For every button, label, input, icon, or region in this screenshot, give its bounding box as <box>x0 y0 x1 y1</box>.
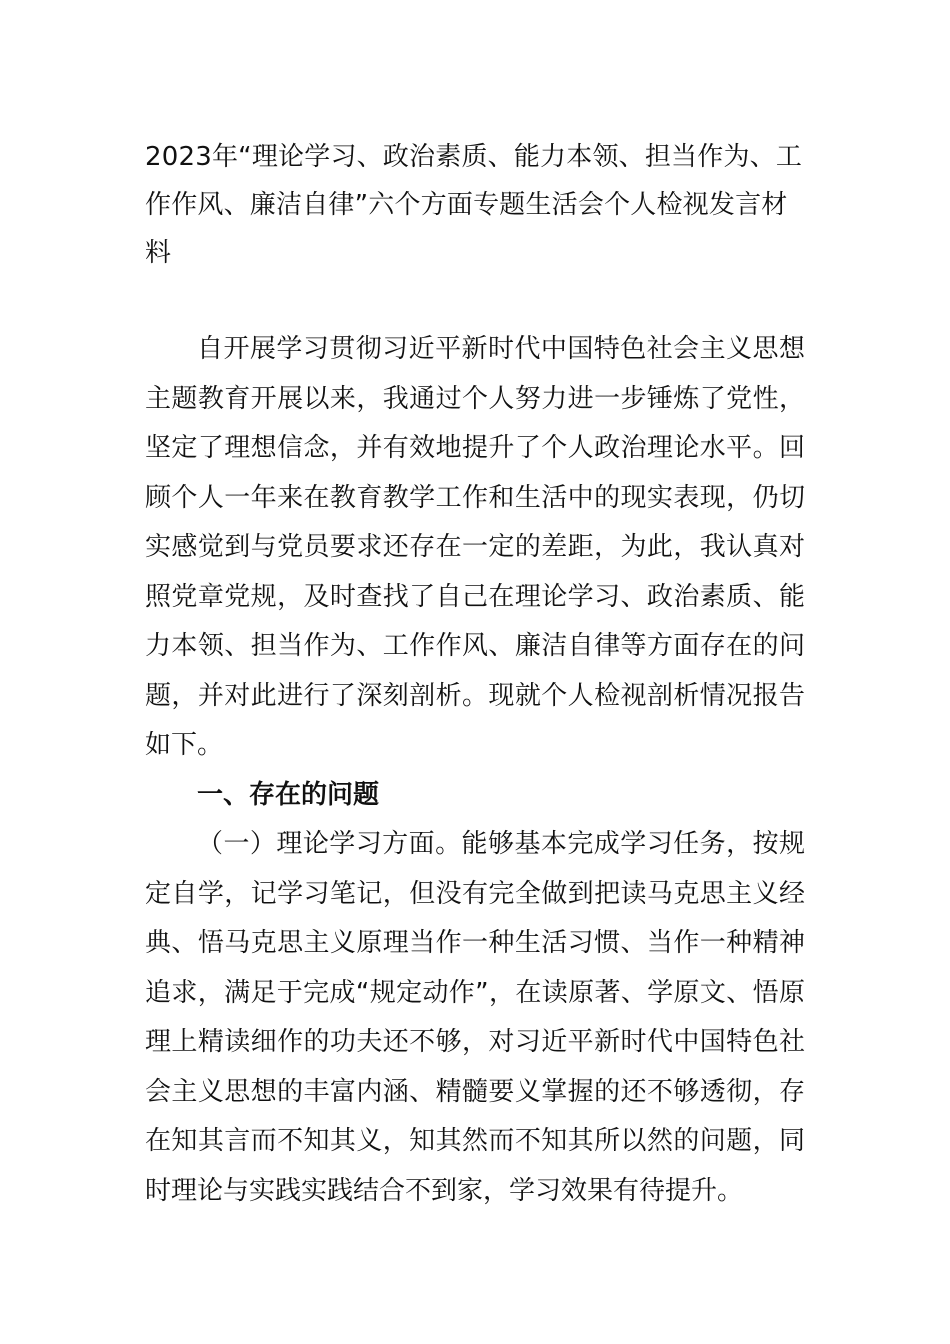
intro-paragraph: 自开展学习贯彻习近平新时代中国特色社会主义思想主题教育开展以来，我通过个人努力进一步锤炼了党性，坚定了理想信念，并有效地提升了个人政治理论水平。回顾个人一年来在教育教学工作和生活中的现实表现，仍切实感觉到与党员要求还存在一定的差距，为此，我认真对照党章党规，及时查找了自己在理论学习、政治素质、能力本领、担当作为、工作作风、廉洁自律等方面存在的问题，并对此进行了深刻剖析。现就个人检视剖析情况报告如下。 <box>145 334 805 760</box>
document-body <box>145 325 805 1216</box>
theory-study-paragraph: （一）理论学习方面。能够基本完成学习任务，按规定自学，记学习笔记，但没有完全做到把读马克思主义经典、悟马克思主义原理当作一种生活习惯、当作一种精神追求，满足于完成“规定动作”，在读原著、学原文、悟原理上精读细作的功夫还不够，对习近平新时代中国特色社会主义思想的丰富内涵、精髓要义掌握的还不够透彻，存在知其言而不知其义，知其然而不知其所以然的问题，同时理论与实践实践结合不到家，学习效果有待提升。 <box>145 829 805 1206</box>
document-title: 2023年“理论学习、政治素质、能力本领、担当作为、工作作风、廉洁自律”六个方面专题生活会个人检视发言材料 <box>145 142 803 268</box>
section-heading-problems: 一、存在的问题 <box>197 779 380 810</box>
